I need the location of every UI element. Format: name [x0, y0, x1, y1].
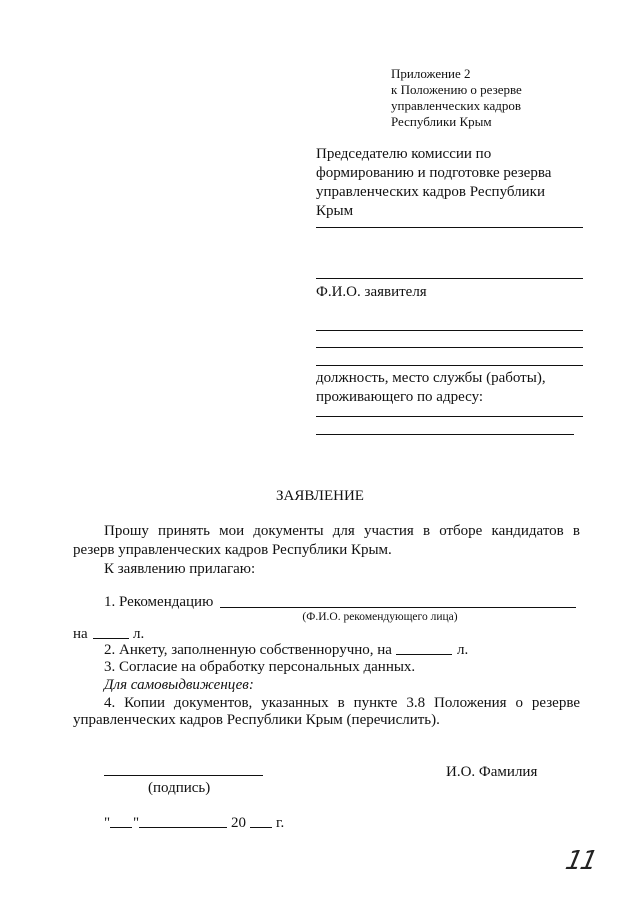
appendix-line: управленческих кадров [391, 98, 521, 113]
signatory-name: И.О. Фамилия [446, 764, 538, 780]
body-para1-line1: Прошу принять мои документы для участия в отборе кандидатов в [104, 523, 580, 539]
item1-on: на [73, 626, 88, 642]
year-blank [250, 827, 272, 828]
year-suffix: г. [276, 815, 285, 831]
blank-line [316, 330, 583, 331]
blank-line [316, 227, 583, 228]
blank-line [316, 365, 583, 366]
appendix-line: к Положению о резерве [391, 82, 522, 97]
signature-blank [104, 775, 263, 776]
year-prefix: 20 [231, 815, 246, 831]
item1-label: 1. Рекомендацию [104, 594, 214, 610]
addressee-line: управленческих кадров Республики [316, 184, 545, 200]
signature-caption: (подпись) [148, 780, 211, 796]
item2-label: 2. Анкету, заполненную собственноручно, на [104, 642, 392, 658]
pages-blank [396, 654, 452, 655]
item3-label: 3. Согласие на обработку персональных данных. [104, 659, 416, 675]
attach-intro: К заявлению прилагаю: [104, 561, 256, 577]
item1-pages-unit: л. [133, 626, 145, 642]
addressee-line: Председателю комиссии по [316, 146, 492, 162]
recommender-blank [220, 607, 576, 608]
applicant-position-block [316, 369, 546, 407]
item2-pages-unit: л. [457, 642, 469, 658]
addressee-block [316, 145, 551, 221]
position-line: проживающего по адресу: [316, 389, 484, 405]
applicant-fio-label: Ф.И.О. заявителя [316, 284, 427, 300]
addressee-line: Крым [316, 203, 354, 219]
date-quote-close: " [133, 815, 140, 831]
day-blank [110, 827, 132, 828]
blank-line [316, 347, 583, 348]
item4-line2: управленческих кадров Республики Крым (перечислить). [73, 712, 440, 728]
pages-blank [93, 638, 129, 639]
body-para1-line2: резерв управленческих кадров Республики Крым. [73, 542, 392, 558]
blank-line [316, 278, 583, 279]
addressee-line: формированию и подготовке резерва [316, 165, 552, 181]
month-blank [139, 827, 227, 828]
position-line: должность, место службы (работы), [316, 370, 546, 386]
recommender-caption: (Ф.И.О. рекомендующего лица) [302, 611, 458, 623]
appendix-line: Приложение 2 [391, 66, 471, 81]
date-quote-open: " [104, 815, 111, 831]
handwritten-page-number: 11 [562, 846, 599, 876]
item4-line1: 4. Копии документов, указанных в пункте 3.8 Положения о резерве [104, 695, 580, 711]
blank-line [316, 416, 583, 417]
self-nominees-label: Для самовыдвиженцев: [104, 677, 254, 693]
blank-line [316, 434, 574, 435]
document-title: ЗАЯВЛЕНИЕ [276, 488, 364, 504]
appendix-block [391, 66, 522, 130]
appendix-line: Республики Крым [391, 114, 492, 129]
